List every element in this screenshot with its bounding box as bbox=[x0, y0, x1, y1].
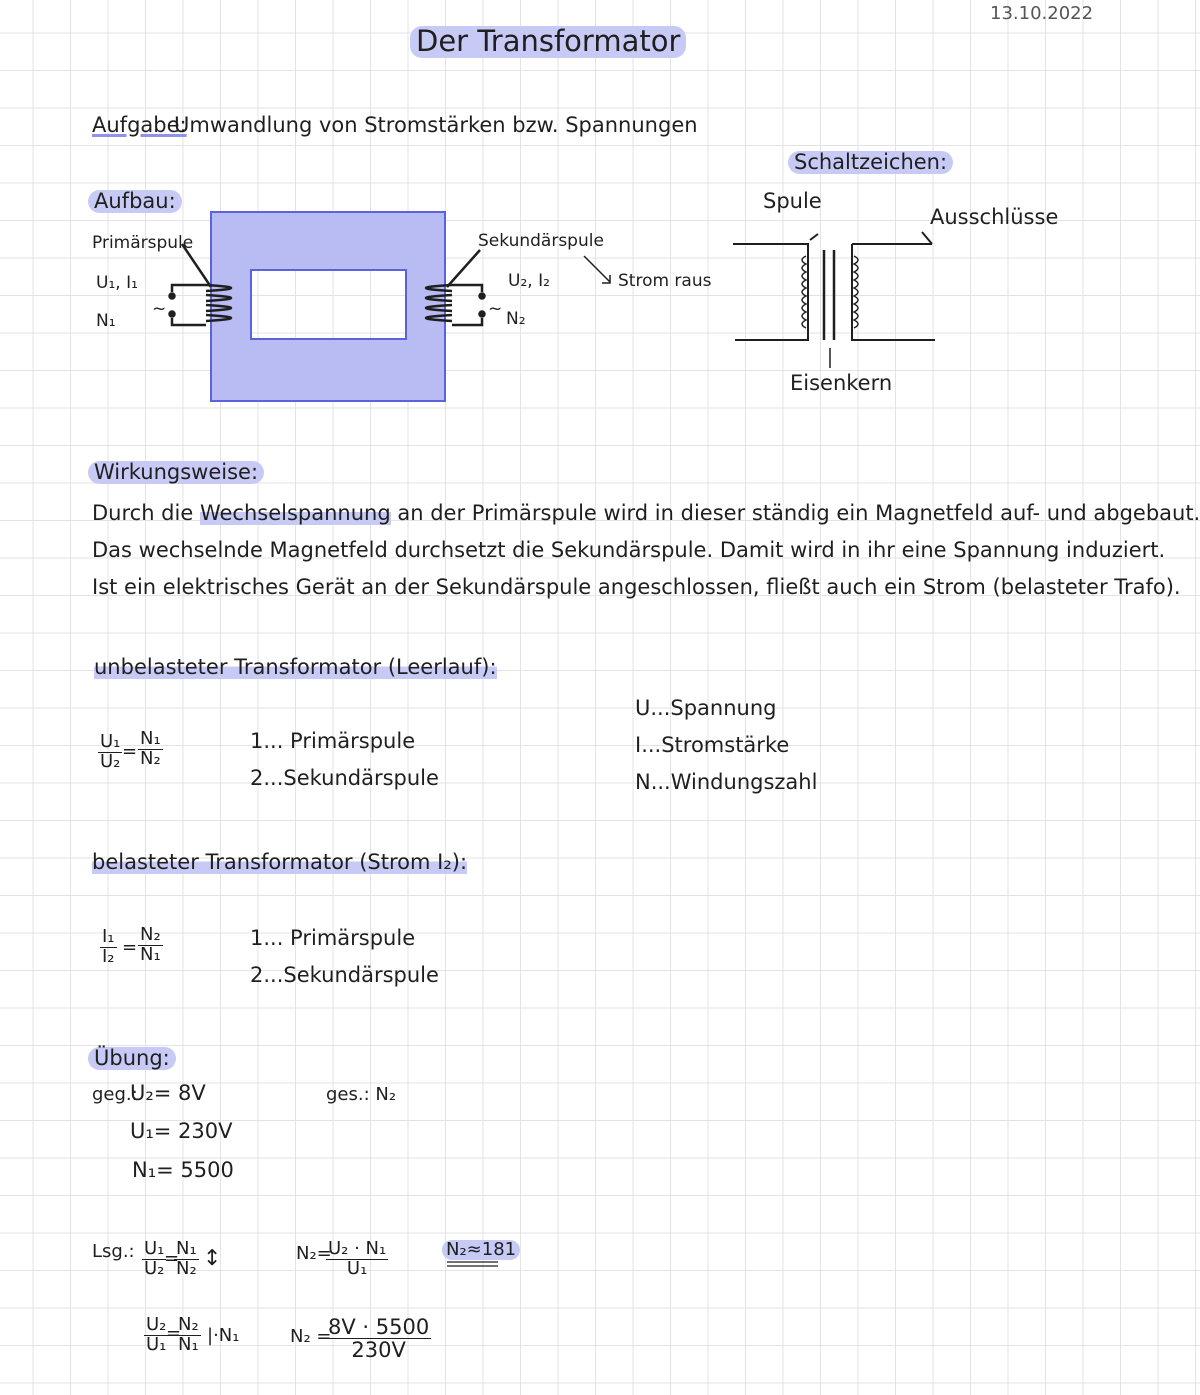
loaded-equals: = bbox=[122, 937, 138, 958]
fraction-numerator: N₁ bbox=[176, 1238, 197, 1259]
operation-line-1-end: an der Primärspule wird in dieser ständig ein Magnetfeld auf- und abgebaut. bbox=[397, 501, 1200, 525]
fraction-numerator: N₂ bbox=[140, 924, 161, 945]
solution-step1-left bbox=[142, 1240, 166, 1279]
current-out-arrow bbox=[584, 256, 610, 283]
symbol-heading: Schaltzeichen: bbox=[788, 151, 953, 174]
loaded-legend-1: 1... Primärspule bbox=[250, 926, 416, 950]
loaded-legend-2: 2...Sekundärspule bbox=[250, 963, 439, 987]
symbol-windings bbox=[802, 256, 858, 328]
fraction-denominator: N₂ bbox=[140, 747, 161, 769]
result-underline bbox=[447, 1262, 498, 1266]
solution-label: Lsg.: bbox=[92, 1241, 135, 1262]
operation-heading: Wirkungsweise: bbox=[88, 461, 264, 484]
operation-line-3: Ist ein elektrisches Gerät an der Sekundärspule angeschlossen, fließt auch ein Strom (belasteter Trafo). bbox=[92, 575, 1181, 599]
fraction-denominator: N₁ bbox=[178, 1333, 199, 1355]
given-value-3: N₁= 5500 bbox=[132, 1158, 234, 1182]
fraction-denominator: N₁ bbox=[140, 943, 161, 965]
primary-coil-label: Primärspule bbox=[92, 233, 194, 253]
solution-step2-operation: |·N₁ bbox=[207, 1325, 240, 1346]
iron-core bbox=[211, 212, 445, 401]
secondary-turns: N₂ bbox=[506, 309, 526, 329]
exercise-heading: Übung: bbox=[88, 1047, 176, 1070]
unloaded-legend-2: 2...Sekundärspule bbox=[250, 766, 439, 790]
definition-voltage: U...Spannung bbox=[635, 696, 777, 720]
fraction-numerator: U₂ bbox=[146, 1314, 167, 1335]
symbol-terminals-label: Ausschlüsse bbox=[930, 205, 1059, 229]
swap-arrow-icon: ↕ bbox=[203, 1246, 222, 1271]
current-out-label: Strom raus bbox=[618, 271, 712, 291]
task-text: Umwandlung von Stromstärken bzw. Spannungen bbox=[174, 113, 698, 137]
primary-turns: N₁ bbox=[96, 311, 116, 331]
date: 13.10.2022 bbox=[990, 3, 1094, 24]
fraction-numerator: N₁ bbox=[140, 728, 161, 749]
fraction-denominator: U₁ bbox=[146, 1333, 167, 1355]
fraction-numerator: N₂ bbox=[178, 1314, 199, 1335]
symbol-coil-label: Spule bbox=[763, 189, 822, 213]
unloaded-right-fraction bbox=[138, 730, 163, 769]
task-label: Aufgabe: bbox=[92, 113, 187, 137]
solution-result: N₂≈181 bbox=[442, 1240, 520, 1260]
unloaded-equals: = bbox=[122, 741, 138, 762]
operation-keyword: Wechselspannung bbox=[199, 501, 391, 525]
fraction-numerator: U₂ · N₁ bbox=[328, 1238, 387, 1259]
fraction-numerator: 8V · 5500 bbox=[328, 1315, 430, 1339]
operation-line-1-start: Durch die bbox=[92, 501, 194, 525]
definition-turns: N...Windungszahl bbox=[635, 770, 818, 794]
fraction-denominator: 230V bbox=[351, 1338, 406, 1363]
given-value-2: U₁= 230V bbox=[130, 1119, 233, 1143]
solution-step2-right bbox=[176, 1316, 201, 1355]
solution-step1-equals: = bbox=[164, 1248, 180, 1269]
fraction-numerator: U₁ bbox=[144, 1238, 165, 1259]
fraction-denominator: U₂ bbox=[100, 750, 121, 772]
primary-values: U₁, I₁ bbox=[96, 273, 138, 293]
fraction-numerator: I₁ bbox=[102, 926, 115, 947]
primary-ac-symbol: ~ bbox=[152, 299, 167, 319]
solution-step3-fraction bbox=[326, 1240, 388, 1279]
sought-value: ges.: N₂ bbox=[326, 1084, 397, 1105]
unloaded-legend-1: 1... Primärspule bbox=[250, 729, 416, 753]
loaded-heading: belasteter Transformator (Strom I₂): bbox=[92, 850, 468, 874]
given-label: geg.: bbox=[92, 1084, 138, 1105]
solution-step2-left bbox=[144, 1316, 168, 1355]
fraction-denominator: U₁ bbox=[346, 1257, 368, 1279]
operation-line-2: Das wechselnde Magnetfeld durchsetzt die Sekundärspule. Damit wird in ihr eine Spannung induziert. bbox=[92, 538, 1166, 562]
page-title: Der Transformator bbox=[410, 26, 686, 58]
structure-heading: Aufbau: bbox=[88, 190, 182, 213]
secondary-ac-symbol: ~ bbox=[488, 299, 503, 319]
fraction-numerator: U₁ bbox=[100, 731, 121, 752]
operation-line-1 bbox=[92, 502, 1200, 525]
secondary-coil-label: Sekundärspule bbox=[478, 231, 604, 251]
solution-step2-equals: = bbox=[166, 1323, 182, 1344]
unloaded-heading: unbelasteter Transformator (Leerlauf): bbox=[94, 655, 497, 679]
solution-step4-fraction bbox=[326, 1316, 431, 1361]
solution-step3-lhs: N₂= bbox=[296, 1243, 332, 1264]
fraction-denominator: N₂ bbox=[176, 1257, 197, 1279]
solution-step1-right bbox=[174, 1240, 199, 1279]
loaded-right-fraction bbox=[138, 926, 163, 965]
solution-step4-lhs: N₂ = bbox=[290, 1326, 332, 1347]
secondary-values: U₂, I₂ bbox=[508, 271, 550, 291]
symbol-core-label: Eisenkern bbox=[790, 371, 893, 395]
transformer-symbol bbox=[733, 232, 935, 368]
unloaded-left-fraction bbox=[98, 733, 122, 772]
loaded-left-fraction bbox=[100, 928, 117, 967]
fraction-denominator: U₂ bbox=[144, 1257, 165, 1279]
fraction-denominator: I₂ bbox=[102, 945, 115, 967]
given-value-1: U₂= 8V bbox=[130, 1081, 206, 1105]
definition-current: I...Stromstärke bbox=[635, 733, 790, 757]
